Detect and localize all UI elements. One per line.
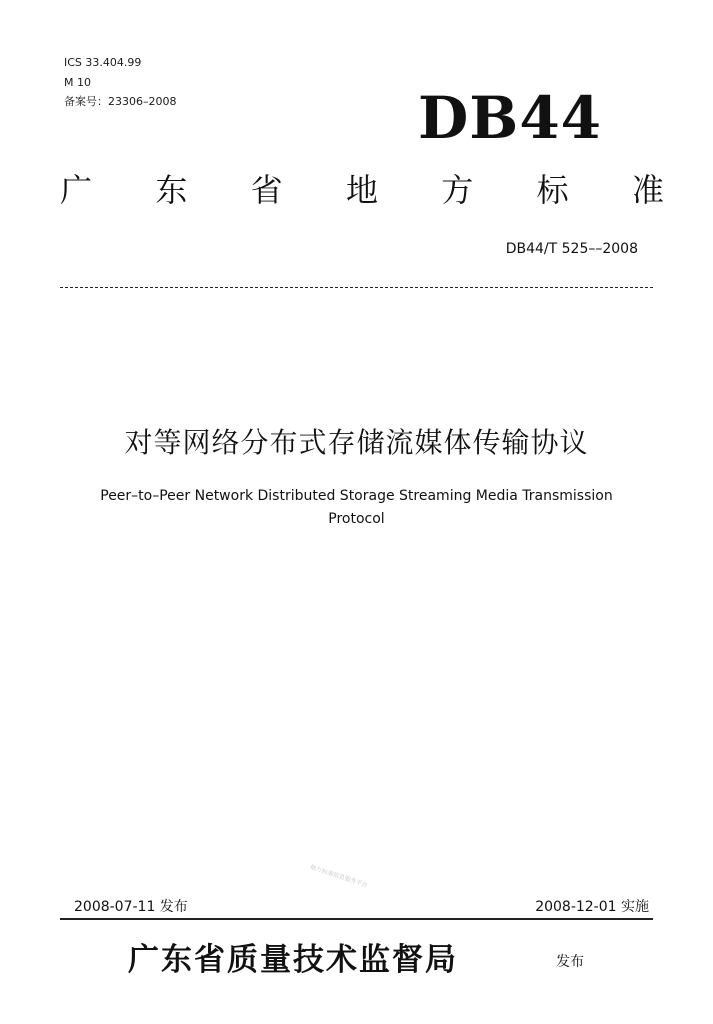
document-title-english-line1: Peer–to–Peer Network Distributed Storage Streaming Media Transmission bbox=[100, 488, 613, 504]
ics-code: ICS 33.404.99 bbox=[64, 56, 142, 69]
standard-type-char: 标 bbox=[536, 171, 569, 209]
top-divider bbox=[60, 287, 653, 288]
standard-type-char: 方 bbox=[441, 171, 474, 209]
issuing-authority: 广东省质量技术监督局 bbox=[128, 942, 458, 978]
standard-type-char: 东 bbox=[155, 171, 188, 209]
standard-type-char: 地 bbox=[345, 171, 378, 209]
standard-number: DB44/T 525––2008 bbox=[505, 241, 638, 257]
document-title-chinese: 对等网络分布式存储流媒体传输协议 bbox=[124, 426, 589, 459]
bottom-divider bbox=[60, 918, 653, 920]
document-title-english-line2: Protocol bbox=[328, 511, 385, 527]
issue-label: 发布 bbox=[556, 954, 584, 970]
publish-date: 2008-07-11 发布 bbox=[74, 899, 188, 915]
record-number: 备案号：23306–2008 bbox=[64, 95, 177, 108]
standard-code-large: DB44 bbox=[418, 84, 603, 152]
implementation-date: 2008-12-01 实施 bbox=[535, 899, 649, 915]
standard-type-title bbox=[56, 170, 668, 210]
standard-type-char: 准 bbox=[631, 171, 664, 209]
watermark-text: 地方标准信息服务平台 bbox=[309, 863, 369, 890]
standard-type-char: 广 bbox=[59, 171, 92, 209]
classification-code: M 10 bbox=[64, 76, 91, 89]
standard-type-char: 省 bbox=[250, 171, 283, 209]
